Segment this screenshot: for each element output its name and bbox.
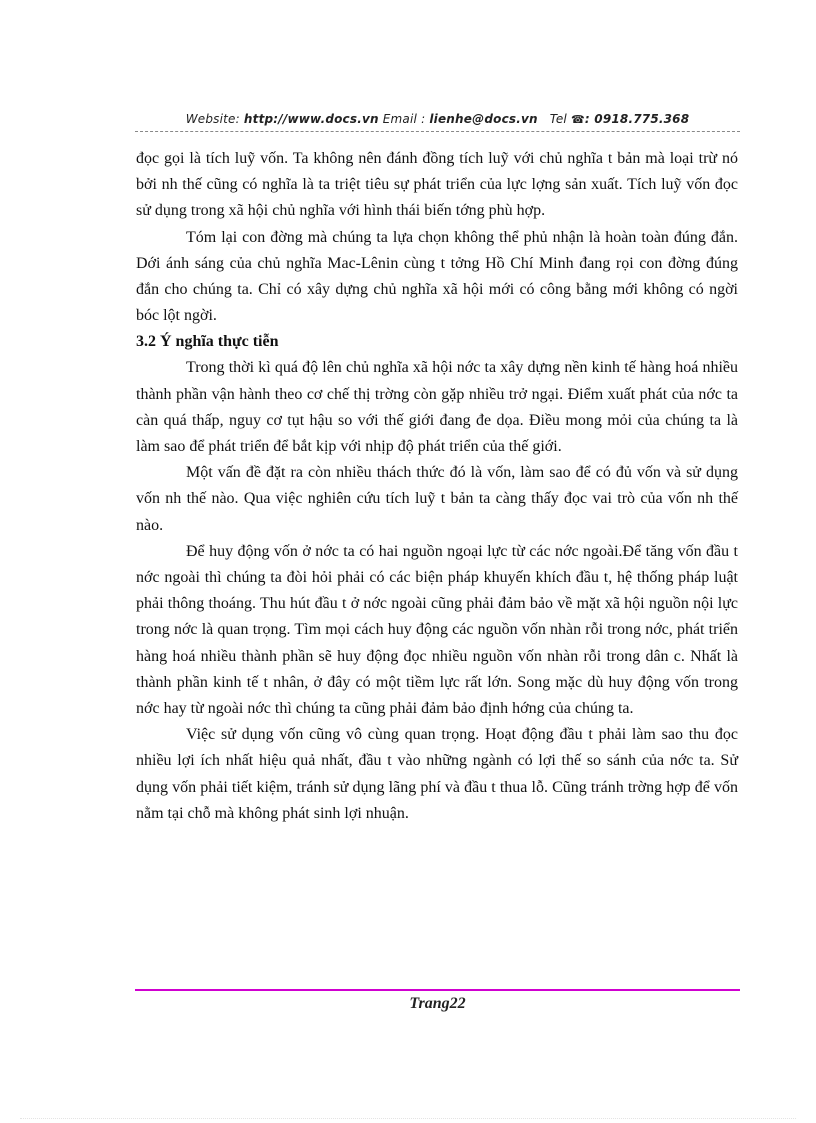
phone-icon: ☎ (570, 113, 585, 126)
paragraph: Việc sử dụng vốn cũng vô cùng quan trọng. Hoạt động đầu t phải làm sao thu đọc nhiều lợi ích nhất hiệu quả nhất, đầu t vào những ngành có lợi thế so sánh của nớc ta. Sử dụng vốn phải tiết kiệm, tránh sử dụng lãng phí và đầu t thua lỗ. Cũng tránh trờng hợp để vốn nằm tại chỗ mà không phát sinh lợi nhuận. (136, 726, 738, 822)
email-label: Email : (382, 112, 426, 126)
paragraph: đọc gọi là tích luỹ vốn. Ta không nên đánh đồng tích luỹ với chủ nghĩa t bản mà loại trừ nó bởi nh thế cũng có nghĩa là ta triệt tiêu sự phát triển của lực lợng sản xuất. Tích luỹ vốn đọc sử dụng trong xã hội chủ nghĩa với hình thái biến tớng phù hợp. (136, 150, 738, 220)
paragraph: Trong thời kì quá độ lên chủ nghĩa xã hội nớc ta xây dựng nền kinh tế hàng hoá nhiều thành phần vận hành theo cơ chế thị trờng còn gặp nhiều trở ngại. Điểm xuất phát của nớc ta càn quá thấp, nguy cơ tụt hậu so với thế giới đang đe dọa. Điều mong mỏi của chúng ta là làm sao để phát triển để bắt kịp với nhịp độ phát triển của thế giới. (136, 359, 738, 456)
header-divider (135, 131, 740, 132)
phone-number: : 0918.775.368 (584, 112, 690, 126)
paragraph: Tóm lại con đờng mà chúng ta lựa chọn không thể phủ nhận là hoàn toàn đúng đắn. Dới ánh sáng của chủ nghĩa Mac-Lênin cùng t tởng Hồ Chí Minh đang rọi con đờng đúng đắn cho chúng ta. Chỉ có xây dựng chủ nghĩa xã hội mới có công bằng mới không có ngời bóc lột ngời. (136, 228, 738, 325)
paragraph: Một vấn đề đặt ra còn nhiều thách thức đó là vốn, làm sao để có đủ vốn và sử dụng vốn nh thế nào. Qua việc nghiên cứu tích luỹ t bản ta càng thấy đọc vai trò của vốn nh thế nào. (136, 464, 738, 534)
website-label: Website: (185, 112, 240, 126)
footer-divider (135, 989, 740, 991)
page-number: Trang22 (409, 995, 466, 1012)
page-header (135, 112, 740, 126)
tel-label: Tel (549, 112, 567, 126)
email-link[interactable]: lienhe@docs.vn (429, 112, 538, 126)
paragraph: Để huy động vốn ở nớc ta có hai nguồn ngoại lực từ các nớc ngoài.Để tăng vốn đầu t nớc ngoài thì chúng ta đòi hỏi phải có các biện pháp khuyến khích đầu t, hệ thống pháp luật phải thông thoáng. Thu hút đầu t ở nớc ngoài cũng phải đảm bảo về mặt xã hội nguồn nội lực trong nớc là quan trọng. Tìm mọi cách huy động các nguồn vốn nhàn rỗi trong nớc, phát triển hàng hoá nhiều thành phần sẽ huy động đọc nhiều nguồn vốn nhàn rỗi trong dân c. Nhất là thành phần kinh tế t nhân, ở đây có một tiềm lực rất lớn. Song mặc dù huy động vốn trong nớc hay từ ngoài nớc thì chúng ta cũng phải đảm bảo định hớng của chúng ta. (136, 542, 738, 718)
section-heading: 3.2 Ý nghĩa thực tiễn (136, 333, 279, 351)
website-link[interactable]: http://www.docs.vn (243, 112, 379, 126)
document-body (136, 146, 738, 827)
page-bottom-border (20, 1118, 796, 1119)
